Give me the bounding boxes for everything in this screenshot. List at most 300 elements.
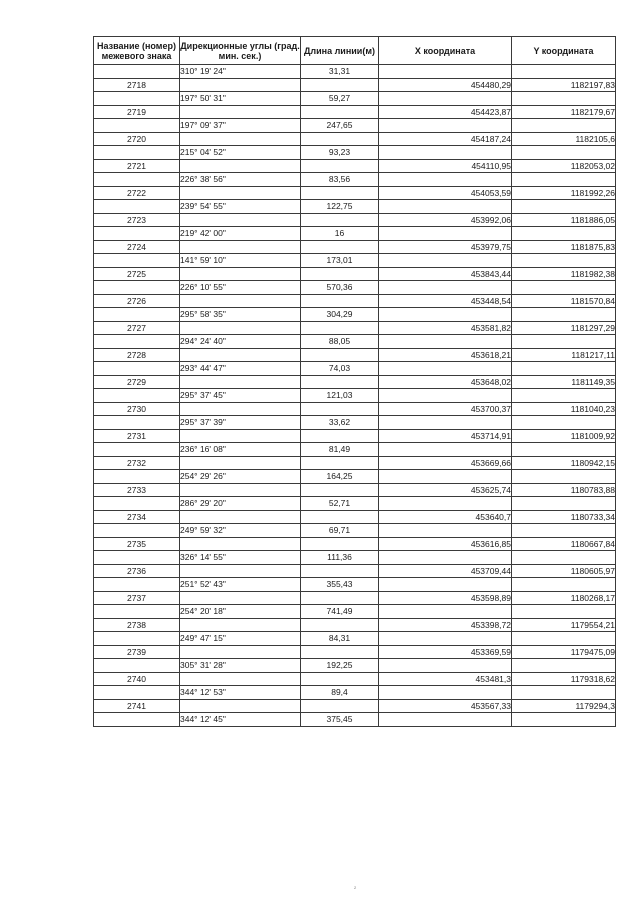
cell-angle: 286° 29' 20" — [180, 497, 301, 511]
cell-empty — [301, 267, 379, 281]
cell-empty — [180, 672, 301, 686]
cell-empty — [301, 105, 379, 119]
segment-row — [94, 92, 616, 106]
cell-empty — [301, 456, 379, 470]
cell-empty — [180, 159, 301, 173]
cell-x: 453481,3 — [379, 672, 512, 686]
cell-empty — [94, 227, 180, 241]
cell-empty — [379, 659, 512, 673]
cell-angle: 215° 04' 52" — [180, 146, 301, 160]
cell-empty — [512, 227, 616, 241]
point-row — [94, 321, 616, 335]
cell-x: 453369,59 — [379, 645, 512, 659]
cell-angle: 226° 10' 55" — [180, 281, 301, 295]
point-row — [94, 429, 616, 443]
point-row — [94, 240, 616, 254]
cell-x: 453598,89 — [379, 591, 512, 605]
cell-empty — [180, 267, 301, 281]
cell-empty — [301, 618, 379, 632]
cell-y: 1180268,17 — [512, 591, 616, 605]
cell-x: 453567,33 — [379, 699, 512, 713]
header-x: X координата — [379, 37, 512, 65]
header-name: Название (номер) межевого знака — [94, 37, 180, 65]
cell-point-name: 2726 — [94, 294, 180, 308]
cell-empty — [94, 632, 180, 646]
point-row — [94, 456, 616, 470]
cell-empty — [94, 335, 180, 349]
cell-length: 192,25 — [301, 659, 379, 673]
cell-y: 1180783,88 — [512, 483, 616, 497]
cell-empty — [180, 591, 301, 605]
cell-empty — [180, 321, 301, 335]
cell-empty — [379, 227, 512, 241]
cell-empty — [180, 645, 301, 659]
cell-length: 164,25 — [301, 470, 379, 484]
cell-empty — [180, 186, 301, 200]
cell-empty — [379, 146, 512, 160]
cell-length: 88,05 — [301, 335, 379, 349]
cell-empty — [301, 78, 379, 92]
cell-empty — [301, 348, 379, 362]
cell-empty — [180, 429, 301, 443]
cell-x: 454480,29 — [379, 78, 512, 92]
cell-y: 1181875,83 — [512, 240, 616, 254]
cell-angle: 219° 42' 00" — [180, 227, 301, 241]
cell-angle: 226° 38' 56" — [180, 173, 301, 187]
cell-empty — [512, 254, 616, 268]
cell-empty — [512, 524, 616, 538]
segment-row — [94, 227, 616, 241]
cell-empty — [512, 632, 616, 646]
cell-length: 741,49 — [301, 605, 379, 619]
cell-empty — [301, 159, 379, 173]
cell-empty — [94, 443, 180, 457]
cell-empty — [301, 537, 379, 551]
cell-y: 1181297,29 — [512, 321, 616, 335]
cell-angle: 344° 12' 53" — [180, 686, 301, 700]
segment-row — [94, 254, 616, 268]
cell-y: 1179294,3 — [512, 699, 616, 713]
point-row — [94, 159, 616, 173]
cell-length: 375,45 — [301, 713, 379, 727]
cell-length: 69,71 — [301, 524, 379, 538]
cell-x: 454053,59 — [379, 186, 512, 200]
cell-y: 1182197,83 — [512, 78, 616, 92]
cell-y: 1182105,6 — [512, 132, 616, 146]
cell-empty — [301, 699, 379, 713]
cell-angle: 310° 19' 24" — [180, 65, 301, 79]
cell-length: 52,71 — [301, 497, 379, 511]
point-row — [94, 375, 616, 389]
cell-empty — [379, 173, 512, 187]
segment-row — [94, 605, 616, 619]
cell-empty — [94, 659, 180, 673]
header-y: Y координата — [512, 37, 616, 65]
cell-empty — [379, 308, 512, 322]
cell-x: 454110,95 — [379, 159, 512, 173]
cell-empty — [379, 470, 512, 484]
cell-point-name: 2738 — [94, 618, 180, 632]
cell-empty — [180, 240, 301, 254]
segment-row — [94, 443, 616, 457]
cell-empty — [94, 146, 180, 160]
cell-empty — [512, 659, 616, 673]
cell-empty — [379, 389, 512, 403]
cell-empty — [512, 389, 616, 403]
cell-point-name: 2736 — [94, 564, 180, 578]
cell-empty — [180, 537, 301, 551]
cell-y: 1181886,05 — [512, 213, 616, 227]
cell-point-name: 2729 — [94, 375, 180, 389]
cell-empty — [301, 213, 379, 227]
cell-empty — [512, 146, 616, 160]
cell-empty — [379, 497, 512, 511]
cell-empty — [512, 443, 616, 457]
segment-row — [94, 632, 616, 646]
cell-length: 121,03 — [301, 389, 379, 403]
cell-empty — [94, 281, 180, 295]
cell-empty — [94, 416, 180, 430]
point-row — [94, 294, 616, 308]
cell-empty — [180, 510, 301, 524]
cell-y: 1182179,67 — [512, 105, 616, 119]
cell-point-name: 2725 — [94, 267, 180, 281]
cell-empty — [379, 254, 512, 268]
cell-empty — [379, 605, 512, 619]
segment-row — [94, 686, 616, 700]
cell-empty — [94, 308, 180, 322]
cell-empty — [94, 119, 180, 133]
point-row — [94, 132, 616, 146]
cell-x: 454423,87 — [379, 105, 512, 119]
segment-row — [94, 389, 616, 403]
cell-point-name: 2721 — [94, 159, 180, 173]
cell-length: 31,31 — [301, 65, 379, 79]
point-row — [94, 402, 616, 416]
cell-length: 111,36 — [301, 551, 379, 565]
cell-angle: 249° 59' 32" — [180, 524, 301, 538]
segment-row — [94, 551, 616, 565]
cell-empty — [379, 632, 512, 646]
point-row — [94, 483, 616, 497]
cell-x: 453714,91 — [379, 429, 512, 443]
cell-point-name: 2733 — [94, 483, 180, 497]
cell-point-name: 2740 — [94, 672, 180, 686]
cell-empty — [94, 605, 180, 619]
cell-point-name: 2724 — [94, 240, 180, 254]
cell-empty — [379, 281, 512, 295]
cell-y: 1181570,84 — [512, 294, 616, 308]
cell-empty — [512, 281, 616, 295]
cell-empty — [301, 240, 379, 254]
cell-empty — [301, 429, 379, 443]
point-row — [94, 699, 616, 713]
cell-empty — [512, 497, 616, 511]
cell-empty — [301, 294, 379, 308]
cell-empty — [180, 699, 301, 713]
cell-angle: 251° 52' 43" — [180, 578, 301, 592]
cell-y: 1181217,11 — [512, 348, 616, 362]
cell-length: 93,23 — [301, 146, 379, 160]
cell-y: 1180942,15 — [512, 456, 616, 470]
cell-empty — [512, 713, 616, 727]
cell-empty — [94, 713, 180, 727]
cell-point-name: 2732 — [94, 456, 180, 470]
cell-y: 1181149,35 — [512, 375, 616, 389]
segment-row — [94, 713, 616, 727]
cell-empty — [379, 578, 512, 592]
cell-length: 59,27 — [301, 92, 379, 106]
cell-length: 122,75 — [301, 200, 379, 214]
cell-empty — [94, 524, 180, 538]
segment-row — [94, 65, 616, 79]
cell-empty — [180, 618, 301, 632]
cell-angle: 293° 44' 47" — [180, 362, 301, 376]
cell-empty — [94, 173, 180, 187]
cell-empty — [301, 564, 379, 578]
cell-empty — [379, 551, 512, 565]
cell-point-name: 2727 — [94, 321, 180, 335]
cell-length: 33,62 — [301, 416, 379, 430]
point-row — [94, 645, 616, 659]
segment-row — [94, 173, 616, 187]
cell-empty — [512, 200, 616, 214]
cell-empty — [301, 132, 379, 146]
cell-x: 453648,02 — [379, 375, 512, 389]
cell-empty — [512, 65, 616, 79]
cell-angle: 141° 59' 10" — [180, 254, 301, 268]
cell-angle: 254° 20' 18" — [180, 605, 301, 619]
cell-empty — [512, 173, 616, 187]
cell-length: 173,01 — [301, 254, 379, 268]
cell-y: 1179475,09 — [512, 645, 616, 659]
point-row — [94, 267, 616, 281]
cell-point-name: 2728 — [94, 348, 180, 362]
cell-length: 247,65 — [301, 119, 379, 133]
segment-row — [94, 308, 616, 322]
cell-point-name: 2719 — [94, 105, 180, 119]
cell-empty — [512, 416, 616, 430]
cell-empty — [94, 92, 180, 106]
cell-empty — [512, 362, 616, 376]
cell-x: 453581,82 — [379, 321, 512, 335]
cell-empty — [94, 200, 180, 214]
cell-empty — [379, 416, 512, 430]
cell-angle: 294° 24' 40" — [180, 335, 301, 349]
cell-x: 453618,21 — [379, 348, 512, 362]
cell-empty — [94, 362, 180, 376]
header-angle: Дирекционные углы (град. мин. сек.) — [180, 37, 301, 65]
cell-length: 84,31 — [301, 632, 379, 646]
cell-length: 570,36 — [301, 281, 379, 295]
cell-x: 453640,7 — [379, 510, 512, 524]
cell-y: 1181982,38 — [512, 267, 616, 281]
cell-angle: 295° 58' 35" — [180, 308, 301, 322]
cell-empty — [180, 402, 301, 416]
cell-point-name: 2731 — [94, 429, 180, 443]
cell-empty — [180, 78, 301, 92]
cell-empty — [94, 578, 180, 592]
cell-empty — [301, 375, 379, 389]
header-length: Длина линии(м) — [301, 37, 379, 65]
cell-empty — [180, 348, 301, 362]
page-mark: 2 — [354, 885, 357, 890]
segment-row — [94, 416, 616, 430]
segment-row — [94, 119, 616, 133]
cell-x: 453616,85 — [379, 537, 512, 551]
cell-x: 453398,72 — [379, 618, 512, 632]
cell-point-name: 2722 — [94, 186, 180, 200]
cell-angle: 295° 37' 45" — [180, 389, 301, 403]
cell-length: 89,4 — [301, 686, 379, 700]
segment-row — [94, 497, 616, 511]
cell-angle: 197° 09' 37" — [180, 119, 301, 133]
point-row — [94, 672, 616, 686]
cell-empty — [180, 564, 301, 578]
cell-empty — [301, 483, 379, 497]
cell-angle: 239° 54' 55" — [180, 200, 301, 214]
cell-y: 1179554,21 — [512, 618, 616, 632]
cell-x: 453700,37 — [379, 402, 512, 416]
segment-row — [94, 200, 616, 214]
cell-empty — [512, 335, 616, 349]
cell-angle: 344° 12' 45" — [180, 713, 301, 727]
cell-angle: 249° 47' 15" — [180, 632, 301, 646]
cell-length: 81,49 — [301, 443, 379, 457]
cell-point-name: 2720 — [94, 132, 180, 146]
cell-empty — [379, 443, 512, 457]
cell-empty — [180, 132, 301, 146]
cell-point-name: 2723 — [94, 213, 180, 227]
cell-length: 74,03 — [301, 362, 379, 376]
point-row — [94, 564, 616, 578]
segment-row — [94, 146, 616, 160]
cell-empty — [512, 92, 616, 106]
cell-empty — [94, 551, 180, 565]
cell-empty — [180, 456, 301, 470]
point-row — [94, 78, 616, 92]
boundary-coordinates-table — [93, 36, 616, 727]
point-row — [94, 105, 616, 119]
segment-row — [94, 578, 616, 592]
cell-empty — [512, 605, 616, 619]
cell-empty — [512, 119, 616, 133]
cell-angle: 254° 29' 26" — [180, 470, 301, 484]
cell-empty — [94, 65, 180, 79]
cell-empty — [512, 551, 616, 565]
cell-point-name: 2718 — [94, 78, 180, 92]
cell-angle: 236° 16' 08" — [180, 443, 301, 457]
cell-empty — [379, 362, 512, 376]
cell-empty — [301, 591, 379, 605]
point-row — [94, 537, 616, 551]
cell-x: 453979,75 — [379, 240, 512, 254]
segment-row — [94, 335, 616, 349]
cell-empty — [512, 686, 616, 700]
cell-empty — [301, 402, 379, 416]
cell-point-name: 2741 — [94, 699, 180, 713]
cell-y: 1180667,84 — [512, 537, 616, 551]
cell-empty — [180, 105, 301, 119]
cell-x: 453669,66 — [379, 456, 512, 470]
table-header-row — [94, 37, 616, 65]
cell-length: 304,29 — [301, 308, 379, 322]
cell-length: 83,56 — [301, 173, 379, 187]
cell-y: 1181992,26 — [512, 186, 616, 200]
cell-empty — [180, 375, 301, 389]
cell-point-name: 2739 — [94, 645, 180, 659]
cell-empty — [94, 254, 180, 268]
cell-empty — [180, 294, 301, 308]
cell-x: 453709,44 — [379, 564, 512, 578]
cell-point-name: 2737 — [94, 591, 180, 605]
cell-empty — [94, 686, 180, 700]
cell-empty — [512, 308, 616, 322]
cell-angle: 326° 14' 55" — [180, 551, 301, 565]
cell-length: 16 — [301, 227, 379, 241]
cell-length: 355,43 — [301, 578, 379, 592]
cell-y: 1181040,23 — [512, 402, 616, 416]
cell-x: 453992,06 — [379, 213, 512, 227]
cell-point-name: 2735 — [94, 537, 180, 551]
cell-empty — [379, 335, 512, 349]
cell-empty — [379, 713, 512, 727]
cell-empty — [94, 497, 180, 511]
segment-row — [94, 470, 616, 484]
cell-empty — [94, 470, 180, 484]
table-body — [94, 65, 616, 727]
segment-row — [94, 362, 616, 376]
segment-row — [94, 281, 616, 295]
cell-empty — [301, 321, 379, 335]
cell-y: 1180733,34 — [512, 510, 616, 524]
cell-empty — [180, 213, 301, 227]
cell-y: 1181009,92 — [512, 429, 616, 443]
segment-row — [94, 524, 616, 538]
cell-point-name: 2734 — [94, 510, 180, 524]
cell-empty — [379, 686, 512, 700]
cell-x: 454187,24 — [379, 132, 512, 146]
cell-x: 453448,54 — [379, 294, 512, 308]
cell-empty — [301, 645, 379, 659]
point-row — [94, 186, 616, 200]
cell-empty — [94, 389, 180, 403]
point-row — [94, 510, 616, 524]
cell-empty — [180, 483, 301, 497]
cell-empty — [512, 578, 616, 592]
cell-empty — [512, 470, 616, 484]
point-row — [94, 348, 616, 362]
cell-empty — [379, 119, 512, 133]
point-row — [94, 213, 616, 227]
cell-point-name: 2730 — [94, 402, 180, 416]
cell-empty — [301, 186, 379, 200]
cell-empty — [301, 672, 379, 686]
cell-angle: 295° 37' 39" — [180, 416, 301, 430]
cell-empty — [379, 200, 512, 214]
cell-x: 453625,74 — [379, 483, 512, 497]
cell-empty — [379, 92, 512, 106]
segment-row — [94, 659, 616, 673]
cell-x: 453843,44 — [379, 267, 512, 281]
cell-y: 1179318,62 — [512, 672, 616, 686]
cell-angle: 197° 50' 31" — [180, 92, 301, 106]
point-row — [94, 591, 616, 605]
cell-y: 1182053,02 — [512, 159, 616, 173]
point-row — [94, 618, 616, 632]
cell-empty — [301, 510, 379, 524]
cell-empty — [379, 65, 512, 79]
